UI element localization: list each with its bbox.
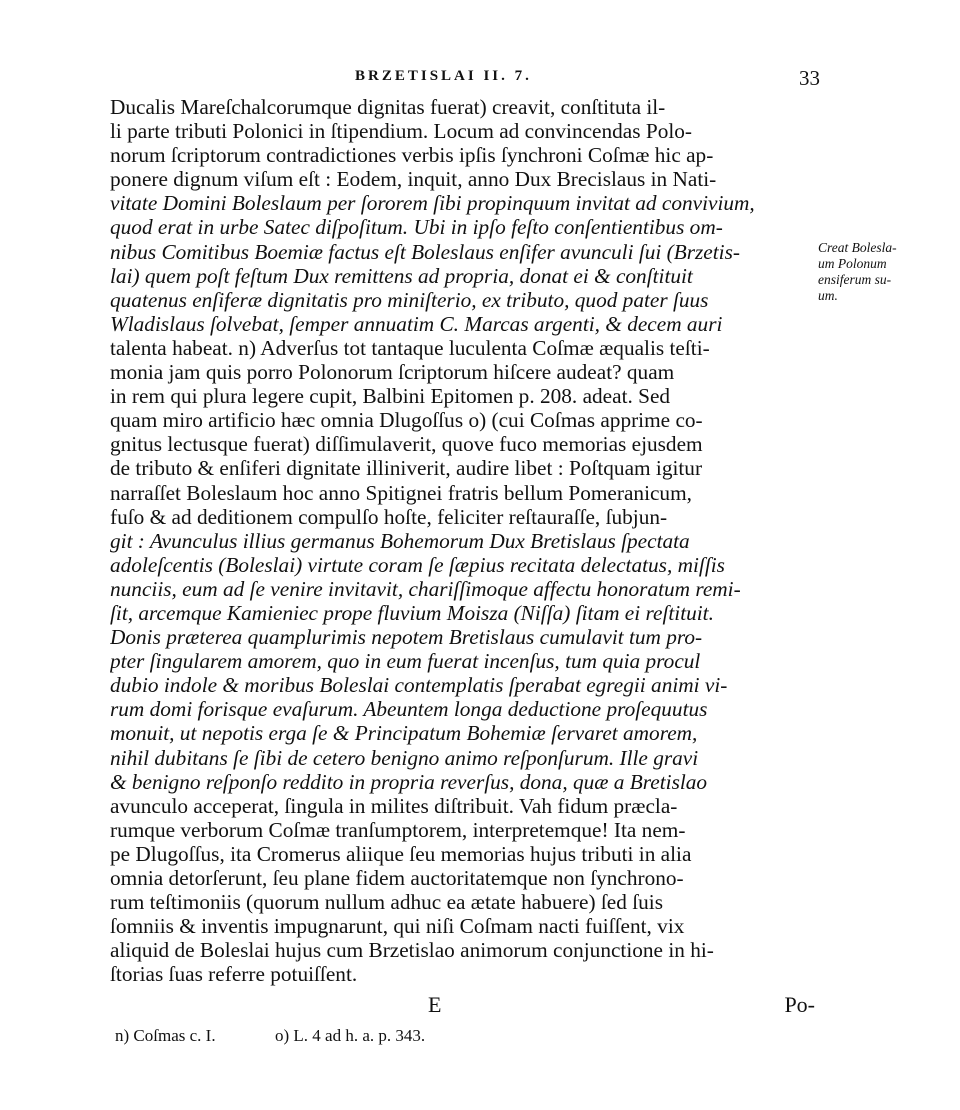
page-header (335, 66, 820, 92)
quote-line: nibus Comitibus Boemiæ factus eſt Boleslaus enſifer avunculi ſui (Brzetis- (110, 239, 740, 264)
quote-line: pter ſingularem amorem, quo in eum fuerat incenſus, tum quia procul (110, 649, 701, 674)
quote-line: Donis præterea quamplurimis nepotem Bretislaus cumulavit tum pro- (110, 625, 703, 650)
text-line: norum ſcriptorum contradictiones verbis ipſis ſynchroni Coſmæ hic ap- (110, 143, 714, 168)
text-line: talenta habeat. n) Adverſus tot tantaque luculenta Coſmæ æqualis teſti- (110, 335, 710, 360)
text-line: ponere dignum viſum eſt : Eodem, inquit, anno Dux Brecislaus in Nati- (110, 167, 717, 192)
catchword: Po- (784, 992, 815, 1017)
quote-line: rum domi forisque evaſurum. Abeuntem longa deductione proſequutus (110, 697, 708, 722)
quote-line: monuit, ut nepotis erga ſe & Principatum Bohemiæ ſervaret amorem, (110, 721, 698, 746)
text-line: in rem qui plura legere cupit, Balbini Epitomen p. 208. adeat. Sed (110, 384, 671, 409)
quote-line: nihil dubitans ſe ſibi de cetero benigno animo reſponſurum. Ille gravi (110, 745, 699, 770)
footnote-o: o) L. 4 ad h. a. p. 343. (275, 1026, 426, 1045)
quote-line: lai) quem poſt feſtum Dux remittens ad propria, donat ei & conſtituit (110, 263, 693, 288)
text-line: fuſo & ad deditionem compulſo hoſte, feliciter reſtauraſſe, ſubjun- (110, 504, 668, 529)
margin-note-line: Creat Bolesla- (818, 240, 897, 255)
text-line: quam miro artificio hæc omnia Dlugoſſus o) (cui Coſmas apprime co- (110, 408, 703, 433)
text-line: avunculo acceperat, ſingula in milites diſtribuit. Vah fidum præcla- (110, 793, 678, 818)
text-line: pe Dlugoſſus, ita Cromerus aliique ſeu memorias hujus tributi in alia (110, 841, 692, 866)
text-line: Ducalis Mareſchalcorumque dignitas fuerat) creavit, conſtituta il- (110, 95, 666, 119)
text-line: li parte tributi Polonici in ſtipendium. Locum ad convincendas Polo- (110, 119, 693, 144)
quote-line: ſit, arcemque Kamieniec prope fluvium Moisza (Niſſa) ſitam ei reſtituit. (110, 600, 714, 625)
quote-line: & benigno reſponſo reddito in propria reverſus, dona, quæ a Bretislao (110, 769, 708, 794)
margin-note (818, 240, 938, 304)
quote-line: quod erat in urbe Satec diſpoſitum. Ubi in ipſo feſto conſentientibus om- (110, 215, 723, 240)
quote-line: dubio indole & moribus Boleslai contemplatis ſperabat egregii animi vi- (110, 673, 728, 698)
text-line: ſomniis & inventis impugnarunt, qui niſi Coſmam nacti fuiſſent, vix (110, 914, 685, 939)
text-line: rum teſtimoniis (quorum nullum adhuc ea ætate habuere) ſed ſuis (110, 890, 663, 915)
signature-mark: E (428, 992, 442, 1017)
body-text (110, 95, 815, 986)
quote-line: git : Avunculus illius germanus Bohemorum Dux Bretislaus ſpectata (110, 528, 690, 553)
margin-note-line: ensiferum su- (818, 272, 892, 287)
footnotes (115, 1026, 615, 1050)
text-line: de tributo & enſiferi dignitate illiniverit, audire libet : Poſtquam igitur (110, 456, 703, 481)
text-line: rumque verborum Coſmæ tranſumptorem, interpretemque! Ita nem- (110, 817, 686, 842)
margin-note-line: um. (818, 288, 838, 303)
text-line: ſtorias ſuas referre potuiſſent. (110, 962, 358, 987)
text-line: gnitus lectusque fuerat) diſſimulaverit, quove fuco memorias ejusdem (110, 432, 703, 457)
quote-line: quatenus enſiferæ dignitatis pro miniſterio, ex tributo, quod pater ſuus (110, 287, 709, 312)
quote-line: Wladislaus ſolvebat, ſemper annuatim C. Marcas argenti, & decem auri (110, 311, 723, 336)
text-line: narraſſet Boleslaum hoc anno Spitignei fratris bellum Pomeranicum, (110, 480, 692, 505)
footnote-n: n) Coſmas c. I. (115, 1026, 216, 1045)
running-head: BRZETISLAI II. 7. (355, 68, 532, 84)
text-line: omnia detorſerunt, ſeu plane fidem auctoritatemque non ſynchrono- (110, 866, 684, 890)
quote-line: vitate Domini Boleslaum per ſororem ſibi propinquum invitat ad convivium, (110, 191, 755, 216)
text-line: monia jam quis porro Polonorum ſcriptorum hiſcere audeat? quam (110, 360, 675, 385)
signature-row (110, 992, 815, 1018)
text-line: aliquid de Boleslai hujus cum Brzetislao animorum conjunctione in hi- (110, 938, 714, 963)
quote-line: adoleſcentis (Boleslai) virtute coram ſe ſæpius recitata delectatus, miſſis (110, 552, 725, 577)
quote-line: nunciis, eum ad ſe venire invitavit, chariſſimoque affectu honoratum remi- (110, 576, 741, 601)
margin-note-line: um Polonum (818, 256, 887, 271)
page-number: 33 (799, 66, 820, 90)
